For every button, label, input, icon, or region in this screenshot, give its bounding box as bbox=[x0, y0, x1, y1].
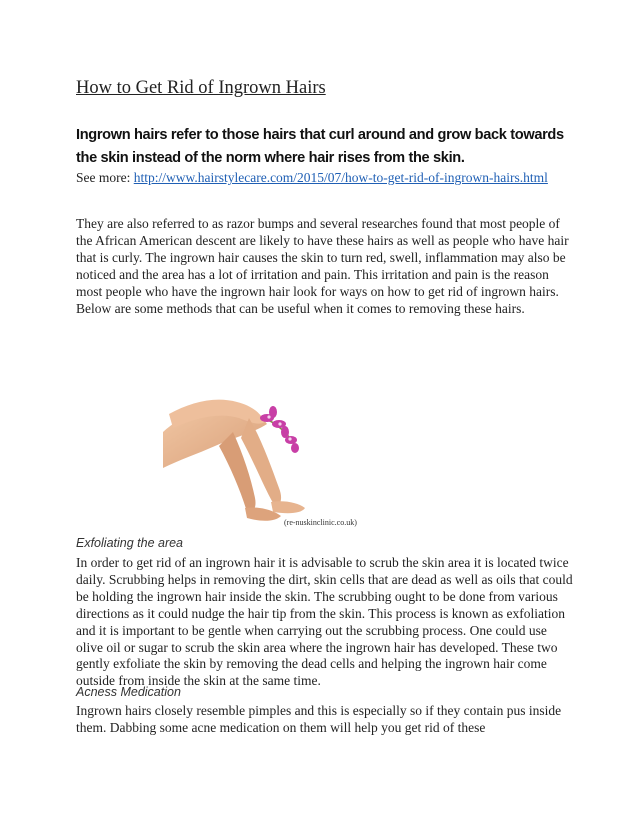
section-heading-exfoliating: Exfoliating the area bbox=[76, 536, 184, 550]
see-more-line bbox=[76, 170, 576, 186]
legs-with-orchid-photo bbox=[163, 388, 381, 528]
image-credit: (re-nuskinclinic.co.uk) bbox=[284, 518, 357, 527]
source-link[interactable]: http://www.hairstylecare.com/2015/07/how-to-get-rid-of-ingrown-hairs.html bbox=[133, 170, 548, 185]
page-title: How to Get Rid of Ingrown Hairs bbox=[76, 78, 326, 98]
section-body-exfoliating: In order to get rid of an ingrown hair it is advisable to scrub the skin area it is located twice daily. Scrubbing helps in removing the dirt, skin cells that are dead as well as oils that could be holding the ingrown hair inside the skin. The scrubbing ought to be done from various directions as it could nudge the hair tip from the skin. This process is known as exfoliation and it is important to be gentle when carrying out the scrubbing process. One could use olive oil or sugar to scrub the skin area where the ingrown hair has developed. These two gently exfoliate the skin by removing the dead cells and helping the ingrown hair come outside from inside the skin at the same time. bbox=[76, 555, 573, 689]
see-more-label: See more: bbox=[76, 170, 134, 185]
subheading: Ingrown hairs refer to those hairs that curl around and grow back towards the skin instead of the norm where hair rises from the skin. bbox=[76, 127, 564, 166]
section-body-acne-medication: Ingrown hairs closely resemble pimples and this is especially so if they contain pus inside them. Dabbing some acne medication on them will help you get rid of these bbox=[76, 703, 562, 735]
section-heading-acne-medication: Acness Medication bbox=[76, 685, 181, 699]
intro-paragraph: They are also referred to as razor bumps and several researches found that most people of the African American descent are likely to have these hairs as well as people who have hair that is curly. The ingrown hair causes the skin to turn red, swell, inflammation may also be noticed and the area has a lot of irritation and pain. This irritation and pain is the reason most people who have the ingrown hair look for ways on how to get rid of ingrown hairs. Below are some methods that can be useful when it comes to removing these hairs. bbox=[76, 216, 569, 316]
